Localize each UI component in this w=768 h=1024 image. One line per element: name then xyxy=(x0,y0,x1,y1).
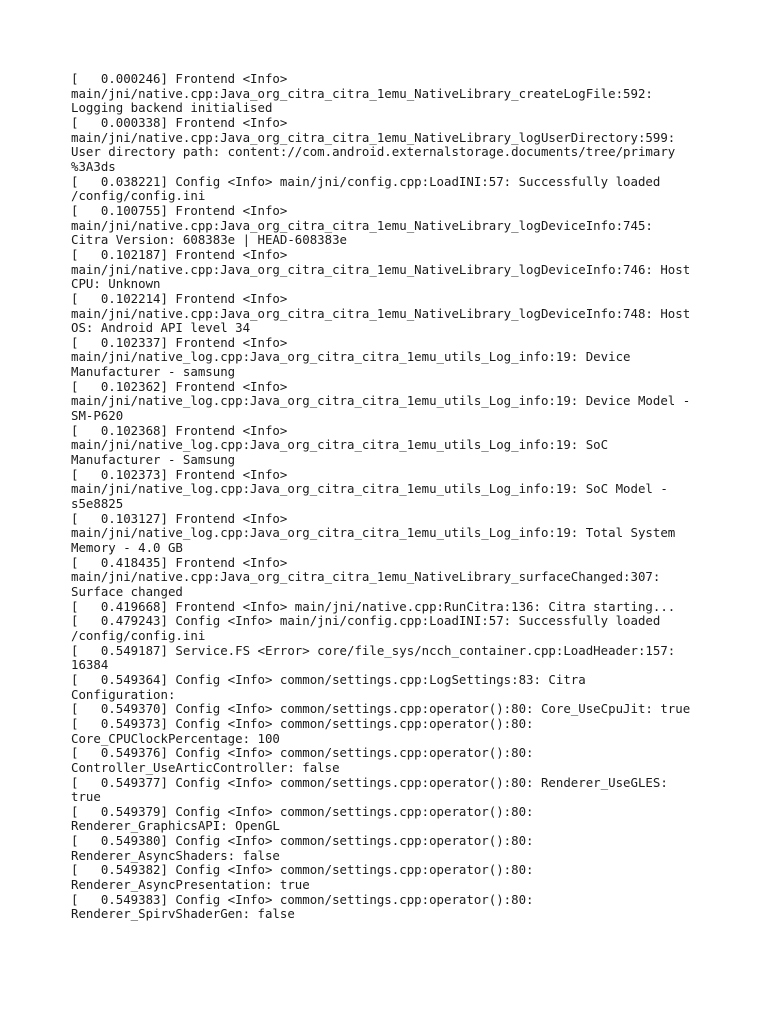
log-line: [ 0.419668] Frontend <Info> main/jni/native.cpp:RunCitra:136: Citra starting... xyxy=(71,598,676,614)
log-line: SM-P620 xyxy=(71,408,124,424)
log-line: [ 0.103127] Frontend <Info> xyxy=(71,510,288,526)
log-line: [ 0.549373] Config <Info> common/settings.cpp:operator():80: xyxy=(71,715,534,731)
log-line: [ 0.549382] Config <Info> common/settings.cpp:operator():80: xyxy=(71,862,534,878)
log-line: main/jni/native.cpp:Java_org_citra_citra_1emu_NativeLibrary_logUserDirectory:599: xyxy=(71,129,676,145)
log-line: main/jni/native.cpp:Java_org_citra_citra_1emu_NativeLibrary_createLogFile:592: xyxy=(71,85,653,101)
log-line: [ 0.549377] Config <Info> common/settings.cpp:operator():80: Renderer_UseGLES: xyxy=(71,774,668,790)
log-line: /config/config.ini xyxy=(71,627,206,643)
log-line: [ 0.102214] Frontend <Info> xyxy=(71,290,288,306)
log-line: [ 0.102368] Frontend <Info> xyxy=(71,422,288,438)
log-line: [ 0.102187] Frontend <Info> xyxy=(71,246,288,262)
log-line: Memory - 4.0 GB xyxy=(71,540,183,555)
log-line: Citra Version: 608383e | HEAD-608383e xyxy=(71,232,348,248)
log-line: OS: Android API level 34 xyxy=(71,320,251,336)
log-line: Renderer_SpirvShaderGen: false xyxy=(71,906,295,922)
log-line: Logging backend initialised xyxy=(71,100,273,116)
log-line: Core_CPUClockPercentage: 100 xyxy=(71,730,280,746)
log-line: main/jni/native.cpp:Java_org_citra_citra_1emu_NativeLibrary_logDeviceInfo:746: Host xyxy=(71,261,691,277)
log-line: [ 0.549379] Config <Info> common/settings.cpp:operator():80: xyxy=(71,803,534,819)
log-line: [ 0.549383] Config <Info> common/settings.cpp:operator():80: xyxy=(71,891,534,907)
log-line: %3A3ds xyxy=(71,158,116,174)
log-line: [ 0.549187] Service.FS <Error> core/file_sys/ncch_container.cpp:LoadHeader:157: xyxy=(71,642,676,658)
log-line: Renderer_AsyncPresentation: true xyxy=(71,877,310,893)
log-line: [ 0.102362] Frontend <Info> xyxy=(71,378,288,394)
log-line: main/jni/native.cpp:Java_org_citra_citra_1emu_NativeLibrary_logDeviceInfo:748: Host xyxy=(71,305,691,321)
log-line: Surface changed xyxy=(71,583,183,599)
log-document xyxy=(71,72,721,922)
log-line: [ 0.038221] Config <Info> main/jni/config.cpp:LoadINI:57: Successfully loaded xyxy=(71,173,661,189)
log-line: Manufacturer - Samsung xyxy=(71,452,236,468)
log-line: main/jni/native_log.cpp:Java_org_citra_citra_1emu_utils_Log_info:19: Total System xyxy=(71,525,676,541)
log-line: [ 0.000338] Frontend <Info> xyxy=(71,114,288,130)
log-line: [ 0.549376] Config <Info> common/settings.cpp:operator():80: xyxy=(71,745,534,761)
log-line: Configuration: xyxy=(71,686,176,702)
log-line: s5e8825 xyxy=(71,496,124,512)
log-line: [ 0.100755] Frontend <Info> xyxy=(71,202,288,218)
log-line: main/jni/native_log.cpp:Java_org_citra_citra_1emu_utils_Log_info:19: Device xyxy=(71,349,631,365)
log-line: Renderer_AsyncShaders: false xyxy=(71,847,280,863)
log-line: [ 0.102373] Frontend <Info> xyxy=(71,466,288,482)
log-line: 16384 xyxy=(71,657,109,673)
log-line: Renderer_GraphicsAPI: OpenGL xyxy=(71,818,280,834)
log-line: [ 0.418435] Frontend <Info> xyxy=(71,554,288,570)
log-line: [ 0.549380] Config <Info> common/settings.cpp:operator():80: xyxy=(71,833,534,849)
log-line: [ 0.479243] Config <Info> main/jni/config.cpp:LoadINI:57: Successfully loaded xyxy=(71,613,661,629)
log-line: User directory path: content://com.android.externalstorage.documents/tree/primary xyxy=(71,144,676,160)
log-line: [ 0.549370] Config <Info> common/settings.cpp:operator():80: Core_UseCpuJit: true xyxy=(71,701,691,717)
log-line: [ 0.102337] Frontend <Info> xyxy=(71,334,288,350)
log-line: /config/config.ini xyxy=(71,188,206,204)
log-line: main/jni/native_log.cpp:Java_org_citra_citra_1emu_utils_Log_info:19: SoC Model - xyxy=(71,481,668,497)
log-line: [ 0.549364] Config <Info> common/settings.cpp:LogSettings:83: Citra xyxy=(71,671,586,687)
log-line: main/jni/native.cpp:Java_org_citra_citra_1emu_NativeLibrary_surfaceChanged:307: xyxy=(71,569,661,585)
log-line: main/jni/native_log.cpp:Java_org_citra_citra_1emu_utils_Log_info:19: SoC xyxy=(71,437,609,453)
log-line: Controller_UseArticController: false xyxy=(71,759,340,775)
log-line: true xyxy=(71,789,101,805)
log-line: CPU: Unknown xyxy=(71,276,161,292)
log-line: main/jni/native_log.cpp:Java_org_citra_citra_1emu_utils_Log_info:19: Device Model - xyxy=(71,393,691,409)
log-line: [ 0.000246] Frontend <Info> xyxy=(71,71,288,86)
log-line: main/jni/native.cpp:Java_org_citra_citra_1emu_NativeLibrary_logDeviceInfo:745: xyxy=(71,217,653,233)
log-line: Manufacturer - samsung xyxy=(71,364,236,380)
